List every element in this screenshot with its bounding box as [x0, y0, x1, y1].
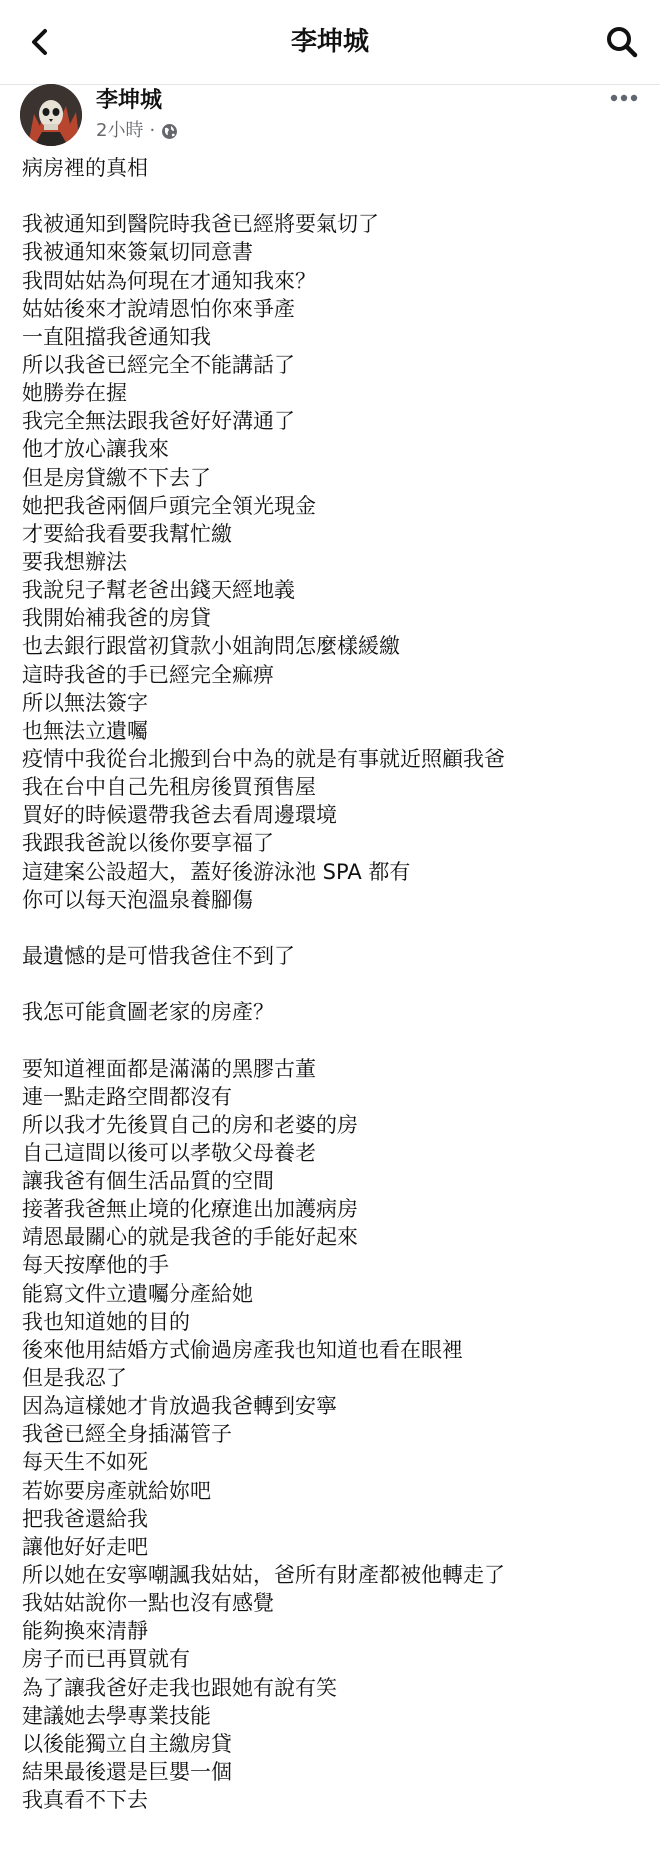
- page-title: 李坤城: [290, 27, 369, 57]
- more-options-button[interactable]: [606, 86, 642, 110]
- post-text-line: 我問姑姑為何現在才通知我來？: [22, 268, 316, 293]
- post-text-line: 姑姑後來才說靖恩怕你來爭產: [22, 296, 295, 321]
- post-text-line: 要知道裡面都是滿滿的黑膠古董: [22, 1056, 316, 1081]
- paragraph-break: [22, 182, 642, 210]
- post-text-line: 我跟我爸說以後你要享福了: [22, 831, 274, 856]
- post-text-line: 所以我爸已經完全不能講話了: [22, 352, 295, 377]
- post-text-line: 連一點走路空間都沒有: [22, 1084, 232, 1109]
- post-text-line: 讓我爸有個生活品質的空間: [22, 1169, 274, 1194]
- post-meta: [96, 118, 178, 144]
- post-text-line: 每天生不如死: [22, 1450, 148, 1475]
- post-text-line: 靖恩最關心的就是我爸的手能好起來: [22, 1225, 358, 1250]
- post-text-line: 我在台中自己先租房後買預售屋: [22, 775, 316, 800]
- author-name[interactable]: 李坤城: [96, 88, 163, 113]
- post-text-line: 但是房貸繳不下去了: [22, 465, 211, 490]
- post-text-line: 我開始補我爸的房貸: [22, 606, 211, 631]
- paragraph-break: [22, 970, 642, 998]
- post-text-line: 她勝券在握: [22, 381, 127, 406]
- post-text-line: 我姑姑說你一點也沒有感覺: [22, 1591, 274, 1616]
- post-text-line: 房子而已再買就有: [22, 1647, 190, 1672]
- post-text-line: 讓他好好走吧: [22, 1534, 148, 1559]
- post-text-line: 每天按摩他的手: [22, 1253, 169, 1278]
- post-text-line: 要我想辦法: [22, 549, 127, 574]
- post-text-line: 以後能獨立自主繳房貸: [22, 1731, 232, 1756]
- post-text-line: 我完全無法跟我爸好好溝通了: [22, 409, 295, 434]
- post-text-line: 建議她去學專業技能: [22, 1703, 211, 1728]
- post-text-line: 這建案公設超大，蓋好後游泳池 SPA 都有: [22, 859, 411, 884]
- post-text-line: 接著我爸無止境的化療進出加護病房: [22, 1197, 358, 1222]
- post-text-line: 他才放心讓我來: [22, 437, 169, 462]
- search-icon: [605, 25, 639, 59]
- post-text-line: 才要給我看要我幫忙繳: [22, 521, 232, 546]
- post-text-line: 我也知道她的目的: [22, 1309, 190, 1334]
- post-text-line: 但是我忍了: [22, 1366, 127, 1391]
- post-text-line: 也無法立遺囑: [22, 718, 148, 743]
- post-text-line: 我被通知來簽氣切同意書: [22, 240, 253, 265]
- post-text-line: 所以她在安寧嘲諷我姑姑，爸所有財產都被他轉走了: [22, 1563, 505, 1588]
- paragraph-break: [22, 914, 642, 942]
- more-horizontal-icon: [610, 94, 638, 102]
- post-text-line: 能寫文件立遺囑分產給她: [22, 1281, 253, 1306]
- post-text-line: 我被通知到醫院時我爸已經將要氣切了: [22, 212, 379, 237]
- post-text-line: 你可以每天泡溫泉養腳傷: [22, 887, 253, 912]
- post-text-line: 我說兒子幫老爸出錢天經地義: [22, 578, 295, 603]
- post-text-line: 我真看不下去: [22, 1788, 148, 1813]
- post-text-line: 買好的時候還帶我爸去看周邊環境: [22, 803, 337, 828]
- post-text-line: 我爸已經全身插滿管子: [22, 1422, 232, 1447]
- post-text-line: 一直阻擋我爸通知我: [22, 324, 211, 349]
- post-text-line: 結果最後還是巨嬰一個: [22, 1760, 232, 1785]
- post-text-line: 把我爸還給我: [22, 1506, 148, 1531]
- search-button[interactable]: [598, 18, 646, 66]
- post-text-line: 疫情中我從台北搬到台中為的就是有事就近照顧我爸: [22, 746, 505, 771]
- post-time[interactable]: 2小時: [96, 120, 144, 141]
- post-text-line: 最遺憾的是可惜我爸住不到了: [22, 943, 295, 968]
- post-text: [22, 154, 642, 1814]
- post-text-line: 為了讓我爸好走我也跟她有說有笑: [22, 1675, 337, 1700]
- meta-separator: ·: [149, 120, 156, 141]
- post-text-line: 所以無法簽字: [22, 690, 148, 715]
- post-header: [0, 84, 660, 152]
- post-text-line: 後來他用結婚方式偷過房產我也知道也看在眼裡: [22, 1337, 463, 1362]
- skull-avatar-icon: [20, 84, 82, 146]
- post-text-line: 若妳要房產就給妳吧: [22, 1478, 211, 1503]
- top-bar: [0, 0, 660, 85]
- post-text-line: 所以我才先後買自己的房和老婆的房: [22, 1112, 358, 1137]
- post-text-line: 也去銀行跟當初貸款小姐詢問怎麼樣緩繳: [22, 634, 400, 659]
- post-text-line: 她把我爸兩個戶頭完全領光現金: [22, 493, 316, 518]
- avatar[interactable]: [20, 84, 82, 146]
- post-text-line: 因為這樣她才肯放過我爸轉到安寧: [22, 1394, 337, 1419]
- post-text-line: 能夠換來清靜: [22, 1619, 148, 1644]
- post-text-line: 自己這間以後可以孝敬父母養老: [22, 1140, 316, 1165]
- post-text-line: 病房裡的真相: [22, 156, 148, 180]
- paragraph-break: [22, 1026, 642, 1054]
- post-text-line: 我怎可能貪圖老家的房產？: [22, 1000, 274, 1025]
- post-text-line: 這時我爸的手已經完全痲痹: [22, 662, 274, 687]
- globe-icon: [161, 123, 178, 140]
